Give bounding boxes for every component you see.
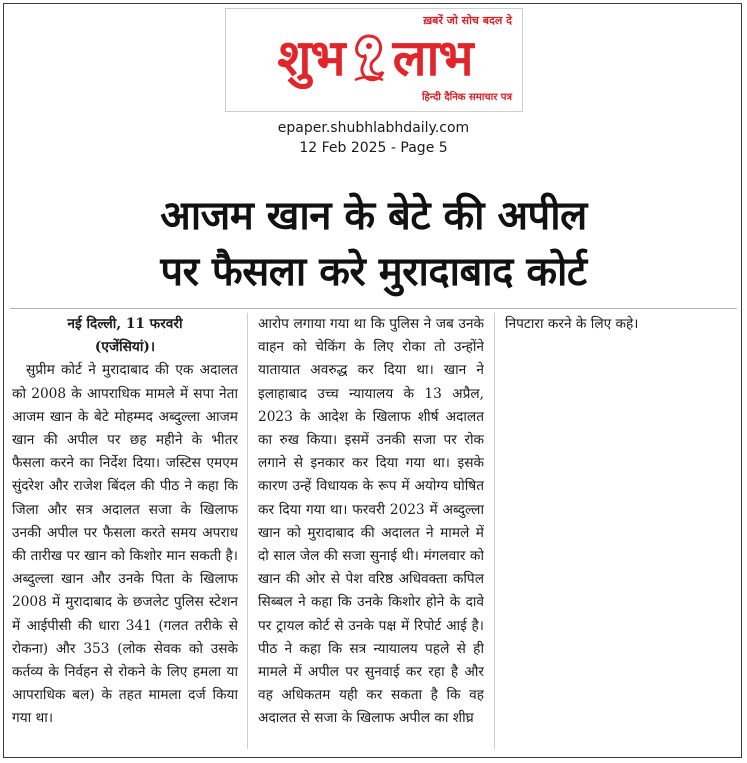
article-column-2 bbox=[258, 313, 484, 749]
article-column-3 bbox=[505, 313, 731, 749]
newspaper-logo bbox=[234, 23, 516, 93]
source-site: epaper.shubhlabhdaily.com bbox=[277, 120, 470, 136]
source-info bbox=[0, 118, 747, 158]
dateline bbox=[12, 313, 238, 359]
headline-line-2: पर फैसला करे मुरादाबाद कोर्ट bbox=[160, 249, 587, 295]
article-paragraph-2: आरोप लगाया गया था कि पुलिस ने जब उनके वाहन को चेकिंग के लिए रोका तो उन्होंने यातायात अवरुद्ध कर दिया था। खान ने इलाहाबाद उच्च न्यायालय के 13 अप्रैल, 2023 के आदेश के खिलाफ शीर्ष अदालत का रुख किया। इसमें उनकी सजा पर रोक लगाने से इनकार कर दिया गया था। इसके कारण उन्हें विधायक के रूप में अयोग्य घोषित कर दिया गया था। फरवरी 2023 में अब्दुल्ला खान को मुरादाबाद की अदालत ने मामले में दो साल जेल की सजा सुनाई थी। मंगलवार को खान की ओर से पेश वरिष्ठ अधिवक्ता कपिल सिब्बल ने कहा कि उनके किशोर होने के दावे पर ट्रायल कोर्ट से उनके पक्ष में रिपोर्ट आई है। पीठ ने कहा कि सत्र न्यायालय पहले से ही मामले में अपील पर सुनवाई कर रहा है और वह अधिकतम यही कर सकता है कि वह अदालत से सजा के खिलाफ अपील का शीघ्र bbox=[258, 316, 484, 727]
headline bbox=[10, 188, 737, 300]
column-divider bbox=[494, 313, 495, 749]
article-paragraph-1: सुप्रीम कोर्ट ने मुरादाबाद की एक अदालत को 2008 के आपराधिक मामले में सपा नेता आजम खान के बेटे मोहम्मद अब्दुल्ला आजम खान की अपील पर छह महीने के भीतर फैसला करने का निर्देश दिया। जस्टिस एमएम सुंदरेश और राजेश बिंदल की पीठ ने कहा कि जिला और सत्र अदालत सजा के खिलाफ उनकी अपील पर फैसला करते समय अपराध की तारीख पर खान को किशोर मान सकती है। अब्दुल्ला खान और उनके पिता के खिलाफ 2008 में मुरादाबाद के छजलेट पुलिस स्टेशन में आईपीसी की धारा 341 (गलत तरीके से रोकना) और 353 (लोक सेवक को उसके कर्तव्य के निर्वहन से रोकने के लिए हमला या आपराधिक बल) के तहत मामला दर्ज किया गया था। bbox=[12, 362, 238, 727]
article-paragraph-2: निपटारा करने के लिए कहे। bbox=[505, 316, 639, 332]
headline-divider bbox=[10, 308, 737, 309]
headline-line-1: आजम खान के बेटे की अपील bbox=[160, 193, 587, 239]
ganesha-emblem-icon bbox=[349, 30, 389, 86]
logo-word-left: शुभ bbox=[277, 29, 345, 87]
dateline-agency: (एजेंसियां)। bbox=[94, 339, 156, 356]
masthead bbox=[225, 8, 523, 112]
masthead-tagline: ख़बरें जो सोच बदल दे bbox=[423, 14, 512, 27]
dateline-place: नई दिल्ली, 11 फरवरी bbox=[67, 316, 183, 332]
source-edition: 12 Feb 2025 - Page 5 bbox=[299, 140, 448, 156]
article-column-1 bbox=[12, 313, 238, 749]
masthead-subtag: हिन्दी दैनिक समाचार पत्र bbox=[421, 92, 512, 103]
logo-word-right: लाभ bbox=[392, 29, 473, 87]
column-divider bbox=[247, 313, 248, 749]
